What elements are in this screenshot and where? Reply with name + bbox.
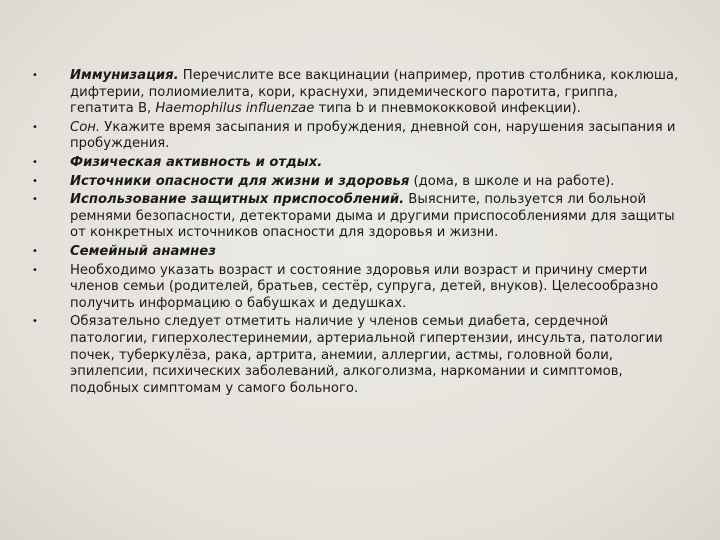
bullet-icon: •	[32, 121, 38, 133]
item-heading: Источники опасности для жизни и здоровья	[70, 173, 410, 189]
bullet-icon: •	[32, 264, 38, 276]
item-text: (дома, в школе и на работе).	[409, 173, 615, 189]
bullet-icon: •	[32, 175, 38, 187]
latin-term: Haemophilus influenzae	[155, 101, 315, 117]
bullet-icon: •	[32, 70, 38, 81]
bullet-list	[32, 68, 682, 399]
item-text: Обязательно следует отметить наличие у членов семьи диабета, сердечной патологии, гиперхолестеринемии, артериальной гипертензии, инсульта, патологии почек, туберкулёза, рака, артрита, анемии, аллергии, астмы, головной боли, эпилепсии, психических заболеваний, алкоголизма, наркомании и симптомов, подобных симптомам у самого больного.	[70, 314, 663, 396]
list-item-family-diseases	[32, 314, 682, 397]
list-item-family-ages	[32, 263, 682, 313]
item-text: Перечислите все вакцинации (например, против столбника, коклюша, дифтерии, полиомиелита, кори, краснухи, эпидемического паротита, гриппа, гепатита В,	[70, 68, 679, 117]
item-heading: Семейный анамнез	[70, 243, 216, 259]
bullet-icon: •	[32, 156, 38, 168]
list-item-hazards	[32, 174, 682, 191]
item-text: Необходимо указать возраст и состояние здоровья или возраст и причину смерти членов семьи (родителей, братьев, сестёр, супруга, детей, внуков). Целесообразно получить информацию о бабушках и дедушках.	[70, 262, 659, 311]
bullet-icon: •	[32, 316, 38, 328]
item-heading: Иммунизация.	[70, 68, 179, 83]
item-heading: Физическая активность и отдых.	[70, 154, 323, 170]
list-item-protective-devices	[32, 192, 682, 242]
item-text: Выясните, пользуется ли больной ремнями безопасности, детекторами дыма и другими приспособлениями для защиты от конкретных источников опасности для здоровья и жизни.	[70, 192, 675, 241]
item-heading: Сон.	[70, 119, 101, 135]
item-text: Укажите время засыпания и пробуждения, дневной сон, нарушения засыпания и пробуждения.	[70, 119, 676, 152]
item-heading: Использование защитных приспособлений.	[70, 192, 405, 208]
item-text-tail: типа b и пневмококковой инфекции).	[314, 101, 581, 117]
bullet-icon: •	[32, 194, 38, 206]
list-item-family-history	[32, 244, 682, 261]
bullet-icon: •	[32, 245, 38, 257]
list-item-activity	[32, 155, 682, 172]
list-item-sleep	[32, 120, 682, 153]
list-item-immunization	[32, 68, 682, 118]
